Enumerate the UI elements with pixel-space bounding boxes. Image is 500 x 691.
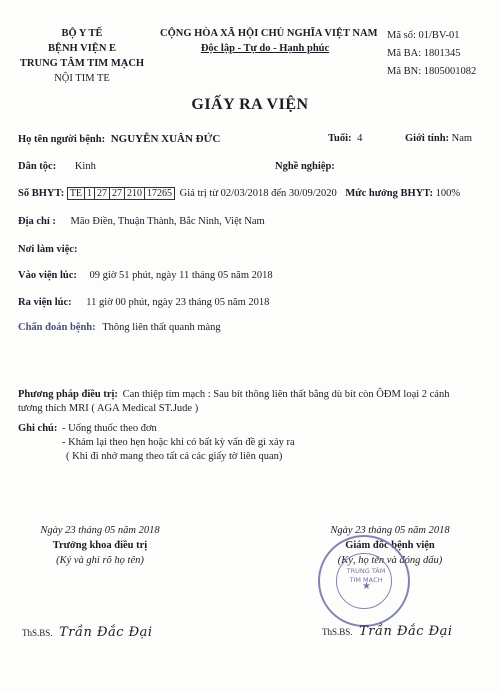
discharge-row — [18, 297, 269, 308]
bhyt-rate-label: Mức hưởng BHYT: — [345, 188, 433, 199]
address-label: Địa chỉ : — [18, 216, 56, 227]
patient-code: Mã BN: 1805001082 — [387, 66, 477, 77]
diagnosis-label: Chẩn đoán bệnh: — [18, 322, 96, 333]
right-signer-name: Trần Đắc Đại — [359, 624, 453, 639]
gender-row — [405, 133, 472, 144]
age-value: 4 — [357, 133, 363, 144]
record-code: Mã BA: 1801345 — [387, 48, 461, 59]
left-sign-role: Trưởng khoa điều trị — [52, 540, 148, 551]
star-icon: ★ — [362, 581, 371, 592]
ethnic-row — [18, 161, 96, 172]
gender-value: Nam — [451, 133, 473, 144]
diagnosis-row — [18, 322, 221, 333]
bhyt-part: 27 — [94, 187, 110, 200]
discharge-label: Ra viện lúc: — [18, 297, 72, 308]
bhyt-rate: 100% — [435, 188, 461, 199]
method-line1: Can thiệp tim mạch : Sau bít thông liên thất bằng dù bít còn ÔĐM loại 2 cánh — [122, 389, 450, 400]
left-signer-name: Trần Đắc Đại — [59, 625, 153, 640]
ethnic-value: Kinh — [74, 161, 96, 172]
patient-name-label: Họ tên người bệnh: — [18, 134, 106, 145]
right-signer — [322, 624, 453, 639]
bhyt-row — [18, 187, 460, 200]
left-sign-note: (Ký và ghi rõ họ tên) — [56, 555, 144, 566]
left-signer — [22, 625, 153, 640]
stamp-text: TRUNG TÂM TIM MẠCH — [346, 567, 386, 584]
bhyt-part: TE — [67, 187, 85, 200]
official-stamp — [318, 535, 410, 627]
right-sign-note: (Ký, họ tên và đóng dấu) — [337, 555, 443, 566]
address-value: Mão Điền, Thuận Thành, Bắc Ninh, Việt Nam — [70, 216, 265, 227]
patient-name-row — [18, 133, 220, 145]
workplace-label: Nơi làm việc: — [18, 244, 78, 255]
right-sign-date: Ngày 23 tháng 05 năm 2018 — [330, 525, 450, 536]
discharge-time: 11 giờ 00 phút, ngày 23 tháng 05 năm 2018 — [86, 297, 270, 308]
note-item: - Khám lại theo hẹn hoặc khi có bất kỳ vấn đề gì xảy ra — [62, 437, 295, 448]
bhyt-part: 17265 — [144, 187, 175, 200]
age-label: Tuổi: — [328, 133, 352, 144]
note-item: ( Khi đi nhớ mang theo tất cả các giấy tờ liên quan) — [66, 451, 283, 462]
right-signer-title: ThS.BS. — [322, 627, 353, 637]
national-motto: Độc lập - Tự do - Hạnh phúc — [200, 43, 330, 54]
bhyt-label: Số BHYT: — [18, 188, 65, 199]
hospital-name: BỆNH VIỆN E — [47, 43, 117, 54]
method-label: Phương pháp điều trị: — [18, 389, 118, 400]
method-row — [18, 389, 449, 400]
admit-time: 09 giờ 51 phút, ngày 11 tháng 05 năm 2018 — [89, 270, 273, 281]
method-line2: tương thích MRI ( AGA Medical ST.Jude ) — [18, 403, 199, 414]
diagnosis-value: Thông liên thất quanh màng — [102, 322, 221, 333]
note-item: - Uống thuốc theo đơn — [62, 423, 157, 434]
patient-name: NGUYỄN XUÂN ĐỨC — [110, 133, 221, 145]
age-row — [328, 133, 362, 144]
ministry-name: BỘ Y TẾ — [61, 28, 103, 39]
center-name: TRUNG TÂM TIM MẠCH — [19, 58, 145, 69]
department-name: NỘI TIM TE — [54, 73, 110, 84]
left-sign-date: Ngày 23 tháng 05 năm 2018 — [40, 525, 160, 536]
bhyt-part: 27 — [109, 187, 125, 200]
bhyt-part: 1 — [84, 187, 95, 200]
left-signer-title: ThS.BS. — [22, 628, 53, 638]
address-row — [18, 216, 265, 227]
bhyt-validity: Giá trị từ 02/03/2018 đến 30/09/2020 — [179, 188, 337, 199]
national-title: CỘNG HÒA XÃ HỘI CHỦ NGHĨA VIỆT NAM — [160, 28, 378, 39]
gender-label: Giới tính: — [405, 133, 450, 144]
ethnic-label: Dân tộc: — [18, 161, 57, 172]
admit-row — [18, 270, 273, 281]
document-title: GIẤY RA VIỆN — [191, 96, 309, 113]
form-code: Mã số: 01/BV-01 — [387, 30, 460, 41]
job-label: Nghề nghiệp: — [275, 161, 335, 172]
right-sign-role: Giám đốc bệnh viện — [345, 540, 435, 551]
notes-label: Ghi chú: — [18, 423, 58, 434]
admit-label: Vào viện lúc: — [18, 270, 77, 281]
bhyt-part: 210 — [124, 187, 145, 200]
